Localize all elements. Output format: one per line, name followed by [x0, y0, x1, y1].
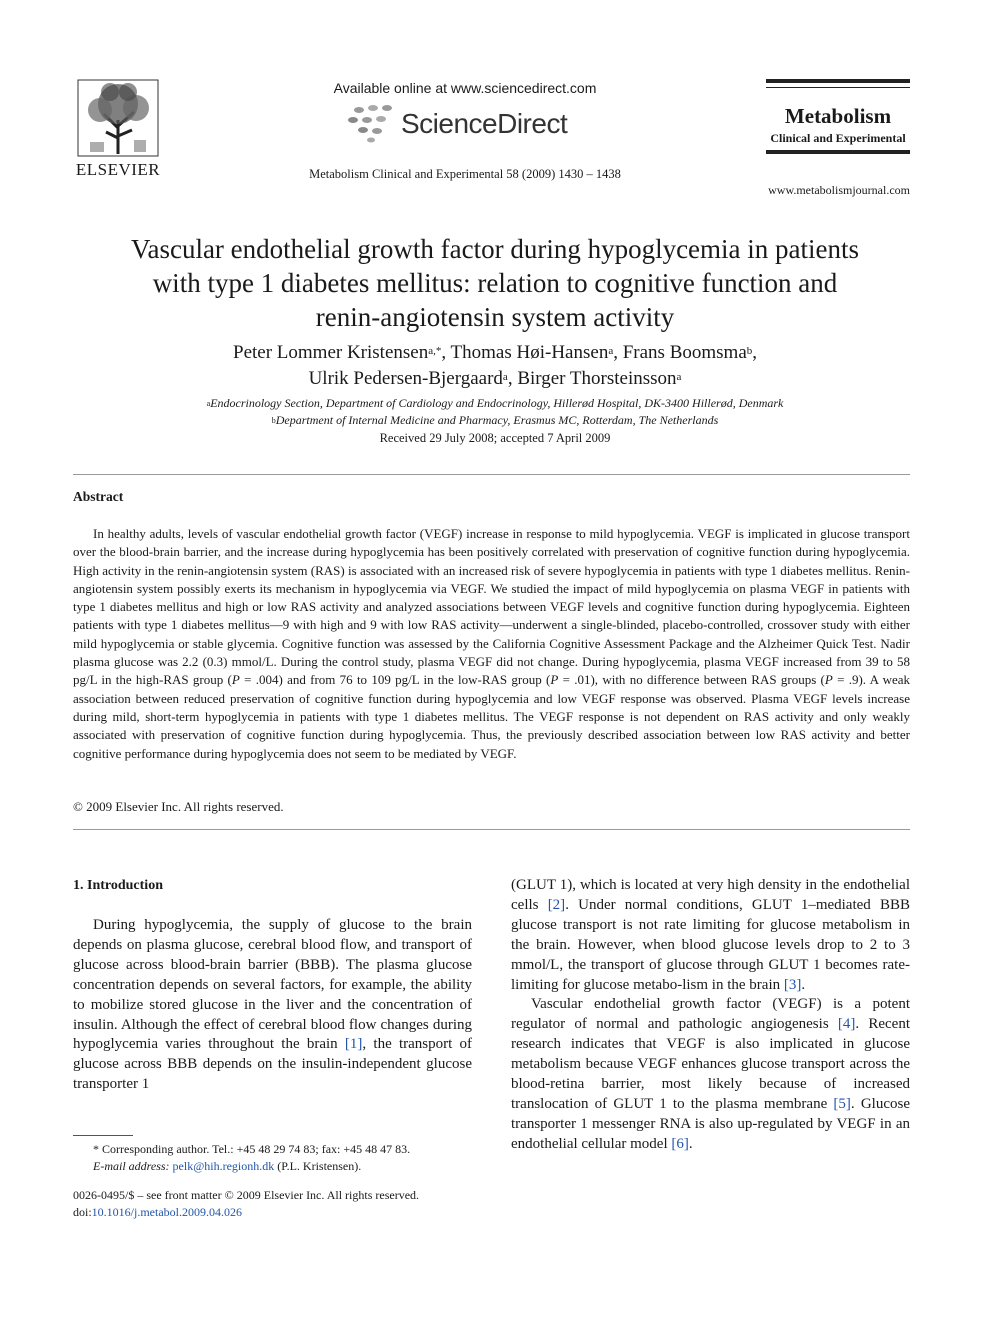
author-name[interactable]: Ulrik Pedersen-Bjergaard: [308, 368, 503, 389]
author-affiliation-mark: a: [608, 345, 614, 357]
author-name[interactable]: Thomas Høi-Hansen: [450, 342, 609, 363]
author-name[interactable]: Peter Lommer Kristensen: [233, 342, 429, 363]
abstract-segment: = .9). A weak association between reduced preservation of cognitive function during hypoglycemia and low VEGF response was observed. Plasma VEGF levels increase during mild, short-term hypoglycemia in patients with type 1 diabetes mellitus. The VEGF response is not dependent on RAS activity and only weakly associated with preservation of cognitive function during hypoglycemia. Thus, the previously described association between low RAS activity and better cognitive performance during hypoglycemia does not seem to be mediated by VEGF.: [73, 672, 910, 761]
email-owner: (P.L. Kristensen).: [274, 1159, 362, 1173]
p-symbol: P: [231, 672, 240, 688]
author-separator: ,: [752, 342, 757, 363]
abstract-text: [73, 525, 910, 763]
journal-citation: Metabolism Clinical and Experimental 58 (2009) 1430 – 1438: [309, 167, 621, 181]
journal-url[interactable]: www.metabolismjournal.com: [768, 183, 910, 197]
email-note: [73, 1158, 473, 1175]
abstract-copyright: © 2009 Elsevier Inc. All rights reserved.: [73, 799, 284, 814]
email-label: E-mail address:: [93, 1159, 170, 1173]
affiliation-mark: b: [271, 416, 276, 425]
left-column: [73, 916, 472, 1095]
author-name[interactable]: Birger Thorsteinsson: [517, 368, 677, 389]
author-line: [80, 366, 910, 392]
affiliation-text: Department of Internal Medicine and Pharmacy, Erasmus MC, Rotterdam, The Netherlands: [275, 413, 719, 427]
issn-line: 0026-0495/$ – see front matter © 2009 Elsevier Inc. All rights reserved.: [73, 1188, 420, 1202]
citation-link[interactable]: [4]: [837, 1016, 856, 1033]
email-link[interactable]: pelk@hih.regionh.dk: [172, 1159, 275, 1173]
affiliation: [80, 395, 910, 412]
abstract-segment: = .004) and from 76 to 109 pg/L in the low-RAS group (: [239, 672, 551, 688]
paragraph-text: .: [688, 1135, 693, 1152]
doi-link[interactable]: 10.1016/j.metabol.2009.04.026: [91, 1205, 242, 1219]
citation-link[interactable]: [6]: [671, 1135, 689, 1152]
abstract-segment: = .01), with no difference between RAS groups (: [558, 672, 825, 688]
article-title: [80, 232, 910, 334]
publisher-name: ELSEVIER: [75, 160, 161, 179]
author-list: [80, 340, 910, 392]
journal-rule-top: [766, 79, 910, 83]
paragraph-text: , the transport of glucose across BBB depends on the insulin-independent glucose transporter 1: [73, 1036, 472, 1093]
paragraph-text: (GLUT 1), which is located at very high density in the endothelial cells: [511, 877, 910, 913]
paragraph-text: . Recent research indicates that VEGF is also implicated in glucose metabolism because VEGF enhances glucose transport across the blood-retina barrier, most likely because of increased translocation of GLUT 1 to the plasma membrane: [511, 1016, 910, 1112]
journal-rule-bottom: [766, 150, 910, 154]
author-affiliation-mark: a,*: [428, 345, 442, 357]
sciencedirect-wordmark: ScienceDirect: [401, 108, 568, 139]
sciencedirect-dots-icon: [345, 102, 405, 144]
title-line: Vascular endothelial growth factor during hypoglycemia in patients: [130, 234, 860, 264]
author-affiliation-mark: a: [502, 371, 508, 383]
title-line: with type 1 diabetes mellitus: relation to cognitive function and: [152, 268, 838, 298]
abstract-heading: Abstract: [73, 489, 124, 504]
journal-title: Metabolism: [784, 104, 892, 128]
affiliation: [80, 412, 910, 429]
paragraph: [73, 916, 472, 1095]
paragraph: [511, 876, 910, 995]
citation-link[interactable]: [3]: [783, 976, 802, 993]
paragraph-text: .: [801, 976, 806, 993]
citation-link[interactable]: [1]: [344, 1036, 363, 1053]
available-online[interactable]: Available online at www.sciencedirect.com: [333, 80, 597, 96]
abstract-bottom-rule: [73, 829, 910, 830]
author-line: [80, 340, 910, 366]
doi-line: [73, 1204, 493, 1221]
p-symbol: P: [550, 672, 559, 688]
corresponding-author-note: * Corresponding author. Tel.: +45 48 29 74 83; fax: +45 48 47 83.: [93, 1142, 411, 1156]
footnote-rule: [73, 1135, 133, 1136]
front-matter: [73, 1187, 493, 1221]
author-affiliation-mark: a: [676, 371, 682, 383]
affiliation-mark: a: [206, 399, 211, 408]
abstract-top-rule: [73, 474, 910, 475]
affiliations: [80, 395, 910, 429]
journal-rule-thin: [766, 87, 910, 88]
journal-subtitle: Clinical and Experimental: [770, 131, 906, 145]
paragraph-text: During hypoglycemia, the supply of glucose to the brain depends on plasma glucose, cerebral blood flow, and transport of glucose across blood-brain barrier (BBB). The plasma glucose concentration depends on several factors, for example, the ability to mobilize stored glucose in the liver and the concentration of insulin. Although the effect of cerebral blood flow changes during hypoglycemia varies throughout the brain: [73, 917, 472, 1053]
elsevier-logo: [70, 78, 166, 182]
right-column: [511, 876, 910, 1155]
paragraph: [511, 995, 910, 1154]
author-separator: ,: [613, 342, 623, 363]
section-heading-introduction: 1. Introduction: [73, 878, 163, 893]
elsevier-tree-icon: [76, 78, 160, 158]
citation-link[interactable]: [2]: [547, 896, 566, 913]
paragraph-text: . Glucose transporter 1 messenger RNA is also up-regulated by VEGF in an endothelial cellular model: [511, 1095, 910, 1152]
author-separator: ,: [441, 342, 451, 363]
author-name[interactable]: Frans Boomsma: [622, 342, 747, 363]
abstract-segment: In healthy adults, levels of vascular endothelial growth factor (VEGF) increase in response to mild hypoglycemia. VEGF is implicated in glucose transport over the blood-brain barrier, and the increase during hypoglycemia has been positively correlated with preservation of cognitive function during hypoglycemia. High activity in the renin-angiotensin system (RAS) is associated with an increased risk of severe hypoglycemia in patients with type 1 diabetes mellitus. Renin-angiotensin system possibly exerts its mechanism in hypoglycemia via VEGF. We studied the impact of mild hypoglycemia on plasma VEGF in patients with type 1 diabetes mellitus and high or low RAS activity and analyzed associations between VEGF levels and cognitive function during hypoglycemia. Eighteen patients with type 1 diabetes mellitus—9 with high and 9 with low RAS activity—underwent a single-blinded, placebo-controlled, crossover study with either mild hypoglycemia or stable glycemia. Cognitive function was assessed by the California Cognitive Assessment Package and the Alzheimer Quick Test. Nadir plasma glucose was 2.2 (0.3) mmol/L. During the control study, plasma VEGF did not change. During hypoglycemia, plasma VEGF increased from 39 to 58 pg/L in the high-RAS group (: [73, 526, 910, 688]
author-separator: ,: [507, 368, 518, 389]
paragraph-text: Vascular endothelial growth factor (VEGF) is a potent regulator of normal and pathologic angiogenesis: [511, 996, 910, 1033]
paragraph-text: . Under normal conditions, GLUT 1–mediated BBB glucose transport is not rate limiting for glucose metabolism in the brain. However, when blood glucose levels drop to 2 to 3 mmol/L, the transport of glucose through GLUT 1 becomes rate-limiting for glucose metabo-lism in the brain: [511, 896, 910, 993]
received-dates: Received 29 July 2008; accepted 7 April 2009: [379, 431, 611, 445]
affiliation-text: Endocrinology Section, Department of Cardiology and Endocrinology, Hillerød Hospital, DK-3400 Hillerød, Denmark: [210, 396, 784, 410]
doi-label: doi:: [73, 1205, 92, 1219]
p-symbol: P: [824, 672, 833, 688]
footnotes: [73, 1141, 473, 1175]
author-affiliation-mark: b: [746, 345, 753, 357]
sciencedirect-logo[interactable]: [345, 102, 585, 144]
citation-link[interactable]: [5]: [833, 1095, 851, 1112]
title-line: renin-angiotensin system activity: [315, 302, 675, 332]
